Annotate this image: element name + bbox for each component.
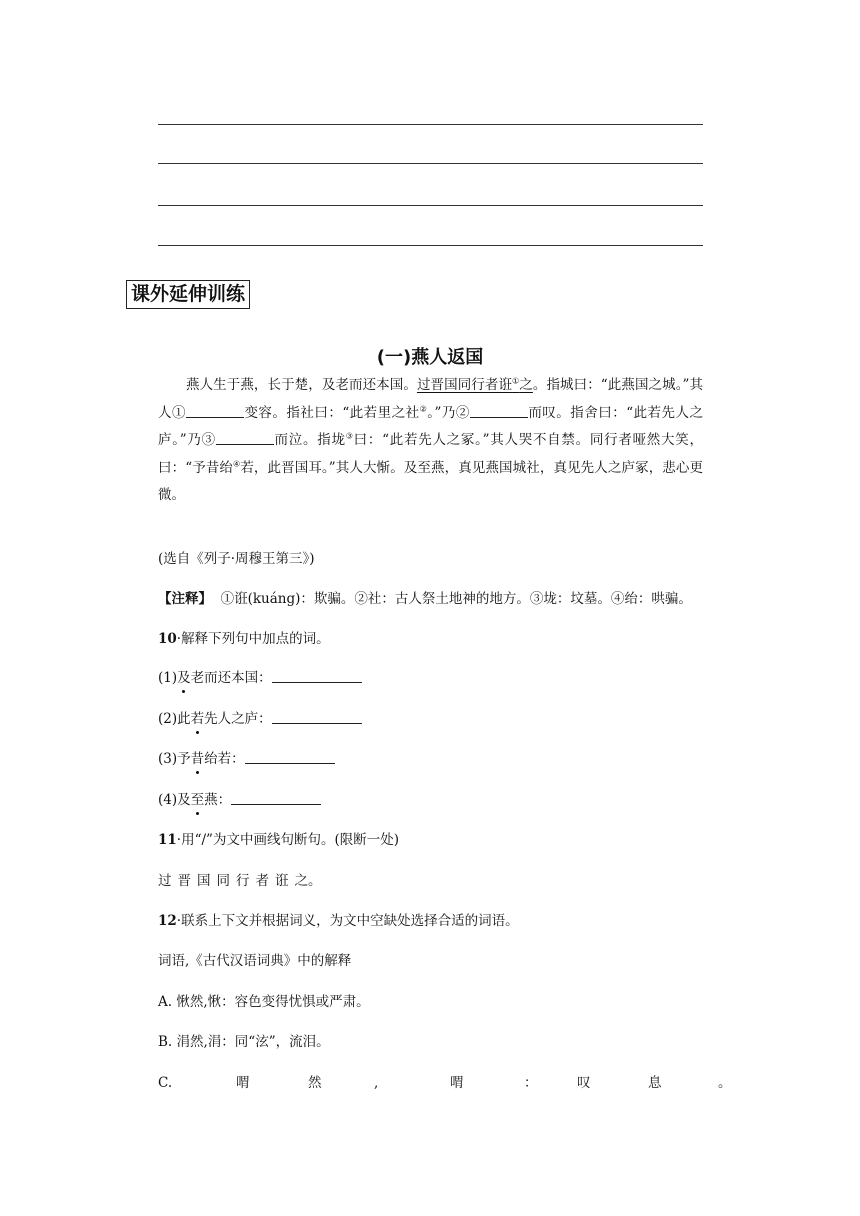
notes [158,588,718,610]
notes-label: 【注释】 [158,591,212,607]
answer-blank-10-1[interactable] [272,668,362,683]
answer-line-2 [158,163,703,164]
underlined-sentence: 过晋国同行者诳①之 [416,376,533,393]
notes-text: ①诳(kuáng)：欺骗。②社：古人祭土地神的地方。③垅：坟墓。④绐：哄骗。 [220,591,692,607]
section-header: 课外延伸训练 [126,280,250,309]
option-c: C. 喟 然 , 喟 ： 叹 息 。 [158,1075,732,1091]
option-a: A. 愀然,愀：容色变得忧惧或严肃。 [158,994,370,1010]
question-10-item-1: (1)及老而还本国： [158,667,718,689]
blank-2[interactable] [470,403,528,418]
question-10-stem: 10·解释下列句中加点的词。 [158,631,330,647]
option-b: B. 涓然,涓：同“泫”，流泪。 [158,1034,330,1050]
question-12-stem: 12·联系上下文并根据词义，为文中空缺处选择合适的词语。 [158,913,519,929]
passage-source: (选自《列子·周穆王第三》) [158,551,315,567]
answer-line-3 [158,205,703,206]
question-11-sentence[interactable]: 过 晋 国 同 行 者 诳 之。 [158,873,322,889]
passage-title: (一)燕人返国 [376,347,484,368]
answer-blank-10-2[interactable] [272,709,362,724]
answer-line-4 [158,245,703,246]
answer-blank-10-3[interactable] [245,749,335,764]
question-10-item-2: (2)此若先人之庐： [158,708,718,730]
dictionary-line: 词语,《古代汉语词典》中的解释 [158,953,352,969]
question-10-item-3: (3)予昔绐若： [158,748,718,770]
blank-3[interactable] [216,430,274,445]
question-10-item-4: (4)及至燕： [158,789,718,811]
answer-line-1 [158,124,703,125]
passage-body: 燕人生于燕，长于楚，及老而还本国。过晋国同行者诳①之。指城曰：“此燕国之城。”其人① 变容。指社曰：“此若里之社②。”乃② 而叹。指舍曰：“此若先人之庐。”乃③ 而泣。指垅③曰：“此若先人之冢。”其人哭不自禁。同行者哑然大笑，曰：“予昔绐④若，此晋国耳。”其人大惭。及至燕，真见燕国城社，真见先人之庐冢，悲心更微。 [158,376,704,503]
question-11-stem: 11·用“/”为文中画线句断句。(限断一处) [158,832,399,848]
answer-blank-10-4[interactable] [231,790,321,805]
blank-1[interactable] [186,403,244,418]
